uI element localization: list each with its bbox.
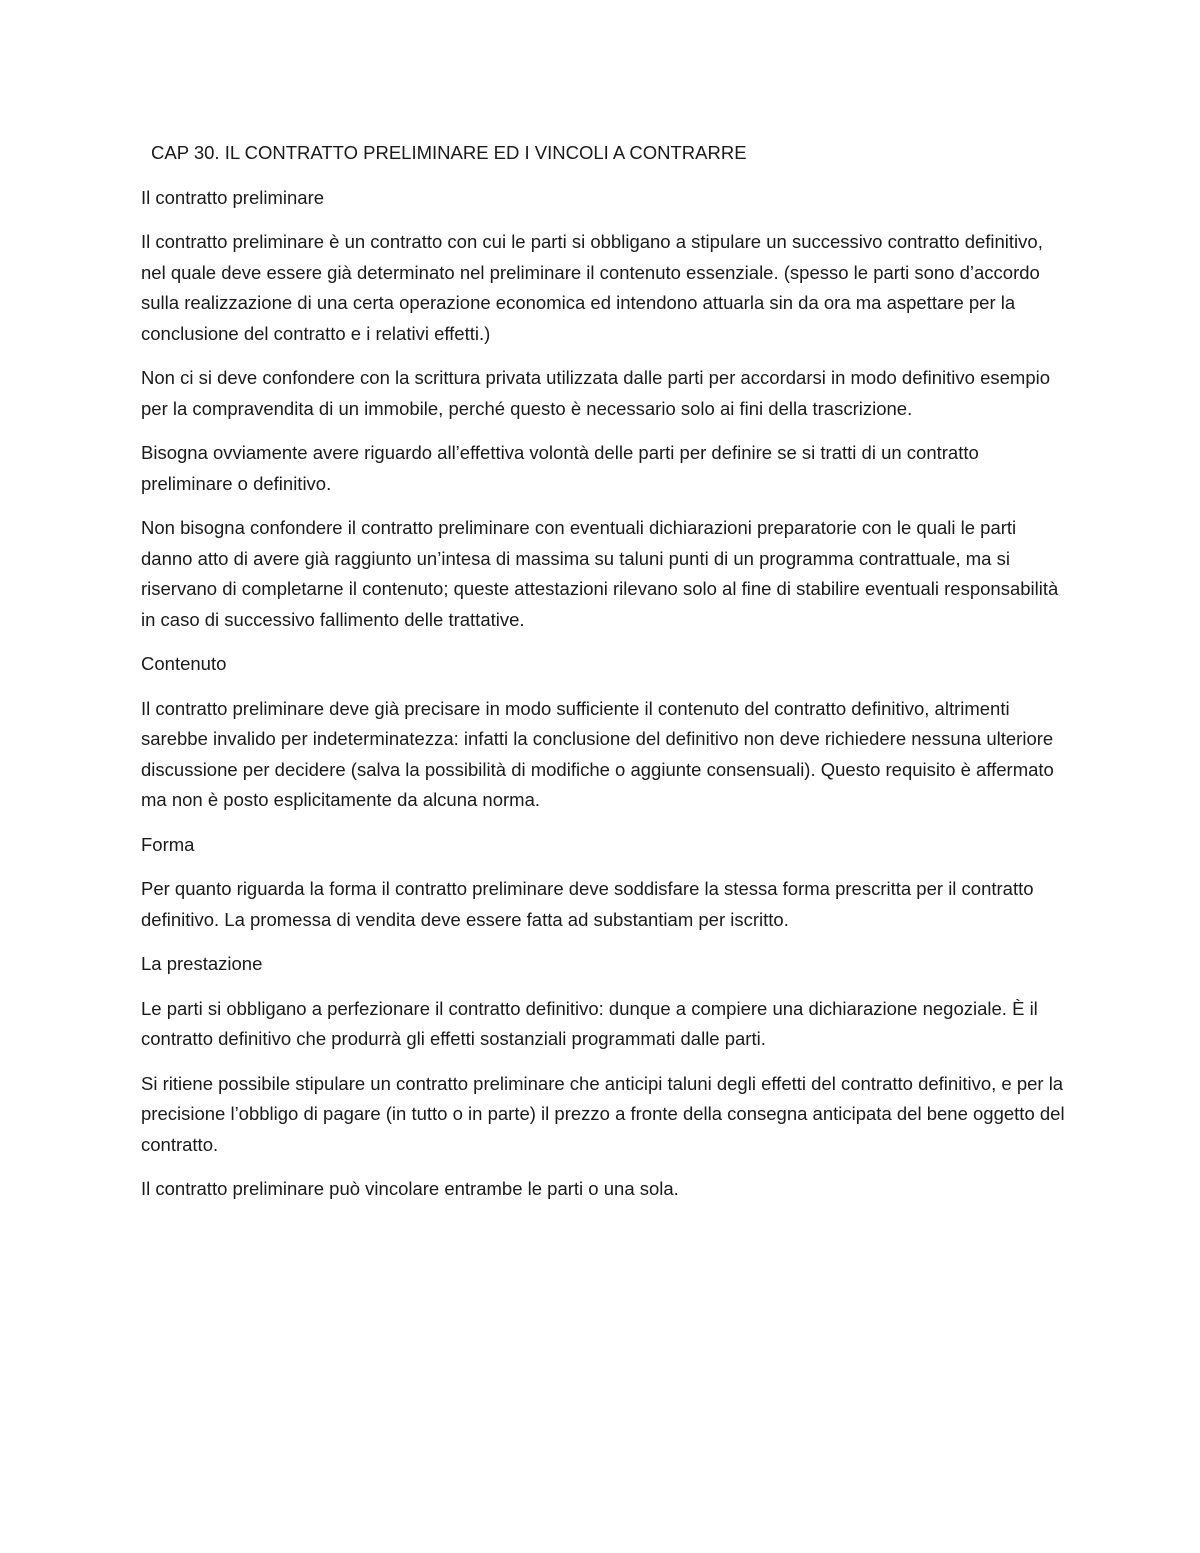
- section-heading: Forma: [141, 833, 195, 855]
- paragraph: Non ci si deve confondere con la scrittura privata utilizzata dalle parti per accordarsi in modo definitivo esempio per la compravendita di un immobile, perché questo è necessario solo ai fini della trascrizione.: [141, 367, 1051, 419]
- paragraph: Non bisogna confondere il contratto preliminare con eventuali dichiarazioni preparatorie con le quali le parti danno atto di avere già raggiunto un’intesa di massima su taluni punti di un programma contrattuale, ma si riservano di completarne il contenuto; queste attestazioni rilevano solo al fine di stabilire eventuali responsabilità in caso di successivo fallimento delle trattative.: [141, 517, 1059, 630]
- paragraph: Le parti si obbligano a perfezionare il contratto definitivo: dunque a compiere una dichiarazione negoziale. È il contratto definitivo che produrrà gli effetti sostanziali programmati dalle parti.: [141, 997, 1038, 1049]
- paragraph: Il contratto preliminare può vincolare entrambe le parti o una sola.: [141, 1178, 679, 1199]
- section-la-prestazione: [141, 949, 1071, 1205]
- section-contenuto: [141, 649, 1071, 816]
- section-forma: [141, 830, 1071, 936]
- paragraph: Bisogna ovviamente avere riguardo all’effettiva volontà delle parti per definire se si tratti di un contratto preliminare o definitivo.: [141, 442, 979, 494]
- section-heading: La prestazione: [141, 953, 263, 974]
- section-heading: Contenuto: [141, 653, 227, 674]
- document-page: [141, 138, 1071, 1219]
- paragraph: Si ritiene possibile stipulare un contratto preliminare che anticipi taluni degli effetti del contratto definitivo, e per la precisione l’obbligo di pagare (in tutto o in parte) il prezzo a fronte della consegna anticipata del bene oggetto del contratto.: [141, 1072, 1065, 1155]
- paragraph: Per quanto riguarda la forma il contratto preliminare deve soddisfare la stessa forma prescritta per il contratto definitivo. La promessa di vendita deve essere fatta ad substantiam per iscritto.: [141, 878, 1034, 930]
- document-title: CAP 30. IL CONTRATTO PRELIMINARE ED I VINCOLI A CONTRARRE: [151, 142, 747, 163]
- paragraph: Il contratto preliminare deve già precisare in modo sufficiente il contenuto del contratto definitivo, altrimenti sarebbe invalido per indeterminatezza: infatti la conclusione del definitivo non deve richiedere nessuna ulteriore discussione per decidere (salva la possibilità di modifiche o aggiunte consensuali). Questo requisito è affermato ma non è posto esplicitamente da alcuna norma.: [141, 697, 1054, 810]
- paragraph: Il contratto preliminare è un contratto con cui le parti si obbligano a stipulare un successivo contratto definitivo, nel quale deve essere già determinato nel preliminare il contenuto essenziale. (spesso le parti sono d’accordo sulla realizzazione di una certa operazione economica ed intendono attuarla sin da ora ma aspettare per la conclusione del contratto e i relativi effetti.): [141, 231, 1043, 344]
- section-contratto-preliminare: [141, 183, 1071, 636]
- section-heading: Il contratto preliminare: [141, 186, 325, 208]
